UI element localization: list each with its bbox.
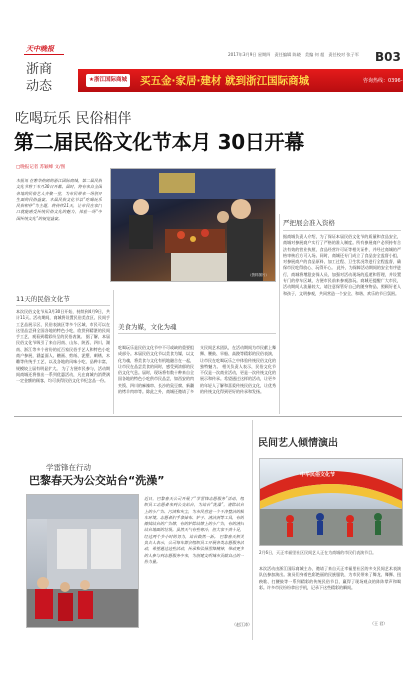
story-separator <box>14 416 402 417</box>
lead-intro: 本报讯 在繁华热闹的浙江国际商城，第二届民俗文化节将于本月30日开幕。届时，将有来自全国各地的民俗艺人齐聚一堂，为市民带来一场别开生面的民俗盛宴。本届民俗文化节以“吃喝玩乐 民俗相伴”为主题，将持续11天，让市民在家门口就能感受传统民俗文化的魅力，体验一场“中国传统文化”的视觉盛宴。 <box>16 178 102 221</box>
festival-days-text: 本次民俗文化节从3月30日开始，持续到4月9日，共计11天。活动期间，商城将设置民俗美食区、民间手工艺品展示区、民俗表演区等多个区域，市民可以在这里品尝到全国各地的特色小吃，欣赏到精湛的民间手工艺，观看到精彩纷呈的民俗表演。 据了解，本届民俗文化节吸引了来自河南、山东、陕西、四川、湖南、浙江等多个省份的近百家民俗手艺人和特色小吃商户参展，涵盖面人、糖画、剪纸、泥塑、刺绣、木雕等传统手工艺，以及各地的风味小吃，品种丰富，规模较上届有明显扩大。 为了方便市民参与，活动期间商城还将推出一系列优惠活动，凡在商城内消费满一定金额的顾客，均可获得民俗文化节纪念品一份。 <box>16 309 110 384</box>
food-culture-title: 美食为媒，文化为魂 <box>118 323 177 331</box>
banner-slogan: 买五金·家居·建材 就到浙江国际商城 <box>140 75 310 87</box>
food-culture-rule <box>118 333 276 334</box>
food-culture-text: 吃喝玩乐是民俗文化节中不可或缺的重要组成部分。本届民俗文化节以美食为媒，以文化为魂，将美食与文化有机地融合在一起，让市民在品尝美食的同时，感受到浓郁的民俗文化气息。届时，现场将有数十种来自全国各地的特色小吃供市民品尝，如西安的肉夹馍、四川的麻辣串、长沙的臭豆腐、新疆的烤羊肉串等。除此之外，商城还邀请了多支民间艺术团队，在活动期间为市民献上舞狮、腰鼓、旱船、高跷等精彩的民俗表演，让市民在吃喝玩乐之中体验传统民俗文化的独特魅力。 相关负责人表示，民俗文化节不仅是一次商业活动，更是一次传统文化的展示和传承。希望通过这样的活动，让更多的年轻人了解和喜爱传统民俗文化，让优秀的传统文化得到更好的传承和发扬。 <box>118 345 276 395</box>
masthead <box>0 0 415 100</box>
column-divider-left <box>113 290 114 414</box>
section-name-2: 动态 <box>26 79 53 94</box>
lead-photo <box>110 168 276 282</box>
commute-text: 近日，巴黎春天公司开展了“学雷锋志愿服务”活动，组织员工志愿者来到公交站台，为站台“洗澡”，清除站台上的小广告、污渍和灰尘，为市民营造一个干净整洁的候车环境。志愿者们手拿抹布、铲子、清洁剂等工具，有的擦拭站台的广告牌，有的铲除站牌上的小广告，有的清扫站台地面的垃圾。虽然天气有些寒冷，但大家干劲十足，经过两个多小时的努力，站台焕然一新。 巴黎春天相关负责人表示，公司每年都会组织员工开展各类志愿服务活动，希望通过这些活动，传承和弘扬雷锋精神，带动更多的人参与到志愿服务中来，为创建文明城市贡献自己的一份力量。 <box>144 496 244 564</box>
proofreader-text: 责任校对 张子军 <box>328 52 359 57</box>
editor-text: 责任编辑 陈晓 <box>274 52 301 57</box>
section-name-1: 浙商 <box>26 62 53 77</box>
admission-title-rule <box>283 230 401 231</box>
paper-name-underline <box>24 54 64 55</box>
lead-kicker: 吃喝玩乐 民俗相伴 <box>15 111 132 127</box>
designer-text: 美编 何 超 <box>304 52 325 57</box>
banner-logo <box>86 74 130 87</box>
commute-headline: 巴黎春天为公交站台“洗澡” <box>29 474 165 487</box>
artists-photo-arch-text: 中华民俗文化节 <box>300 472 336 478</box>
banner-logo-text: 浙江国际商城 <box>93 77 127 83</box>
admission-text: 据商城负责人介绍，为了保证本届民俗文化节的质量和食品安全，商城对参展商户实行了严格的准入制度。所有参展商户必须持有合法有效的营业执照、食品经营许可证等相关证件，并经过商城的严格审核后方可入场。同时，商城还专门成立了食品安全监督小组，对参展商户的食品原料、加工过程、卫生状况等进行全程监督，确保市民吃得放心、玩得开心。 此外，为保障活动期间的安全有序进行，商城将增派安保人员，加强对活动现场的巡逻和管理，并设置专门的停车区域，方便市民前来参观游玩。商城还提醒广大市民，活动期间人流量较大，请注意保管好自己的随身物品，照顾好老人和孩子，文明参观，共同营造一个安全、和谐、欢乐的节日氛围。 <box>283 234 401 296</box>
banner-ad <box>78 69 403 92</box>
commute-photo <box>26 494 139 628</box>
artists-text: 本次活动由浙江国际商城主办，邀请了来自天正幸福里社区的多支民间艺术表演队伍参加演出。演员们身着色彩艳丽的民族服装，为市民带来了舞龙、舞狮、扭秧歌、打腰鼓等一系列精彩的传统民俗节目，赢得了现场观众的阵阵掌声和喝彩。许多市民纷纷拿出手机，记录下这些精彩的瞬间。 <box>259 566 401 590</box>
admission-title: 严把展会准入资格 <box>283 219 335 227</box>
column-divider-right <box>279 214 280 414</box>
paper-name: 天中晚报 <box>26 44 54 53</box>
festival-days-title: 11天的民俗文化节 <box>16 295 70 303</box>
banner-hotline: 咨询热线：0396- <box>363 78 403 84</box>
lead-byline: □晚报记者 苏颖峰 文/图 <box>16 165 66 170</box>
commute-photo-illustration <box>27 495 138 627</box>
artists-headline: 民间艺人倾情演出 <box>258 438 338 449</box>
festival-days-rule <box>16 305 110 306</box>
page-code: B03 <box>375 50 401 64</box>
commute-kicker: 学雷锋在行动 <box>46 463 91 472</box>
lead-photo-caption: （资料图片） <box>248 273 269 277</box>
lead-headline: 第二届民俗文化节本月 30日开幕 <box>14 130 304 154</box>
artists-credit: （王 君） <box>370 621 388 626</box>
artists-photo <box>259 458 403 546</box>
column-divider-bottom <box>252 420 253 640</box>
logo-star-icon: ★ <box>89 77 94 83</box>
date-text: 2017年3月9日 星期四 <box>228 52 271 57</box>
date-line <box>228 52 359 58</box>
lead-photo-illustration <box>111 169 275 281</box>
artists-caption: 2月6日，天正幸福里社区民间艺人正在为商城的市民们表演节目。 <box>259 550 377 555</box>
commute-credit: （赵江涛） <box>232 622 252 627</box>
